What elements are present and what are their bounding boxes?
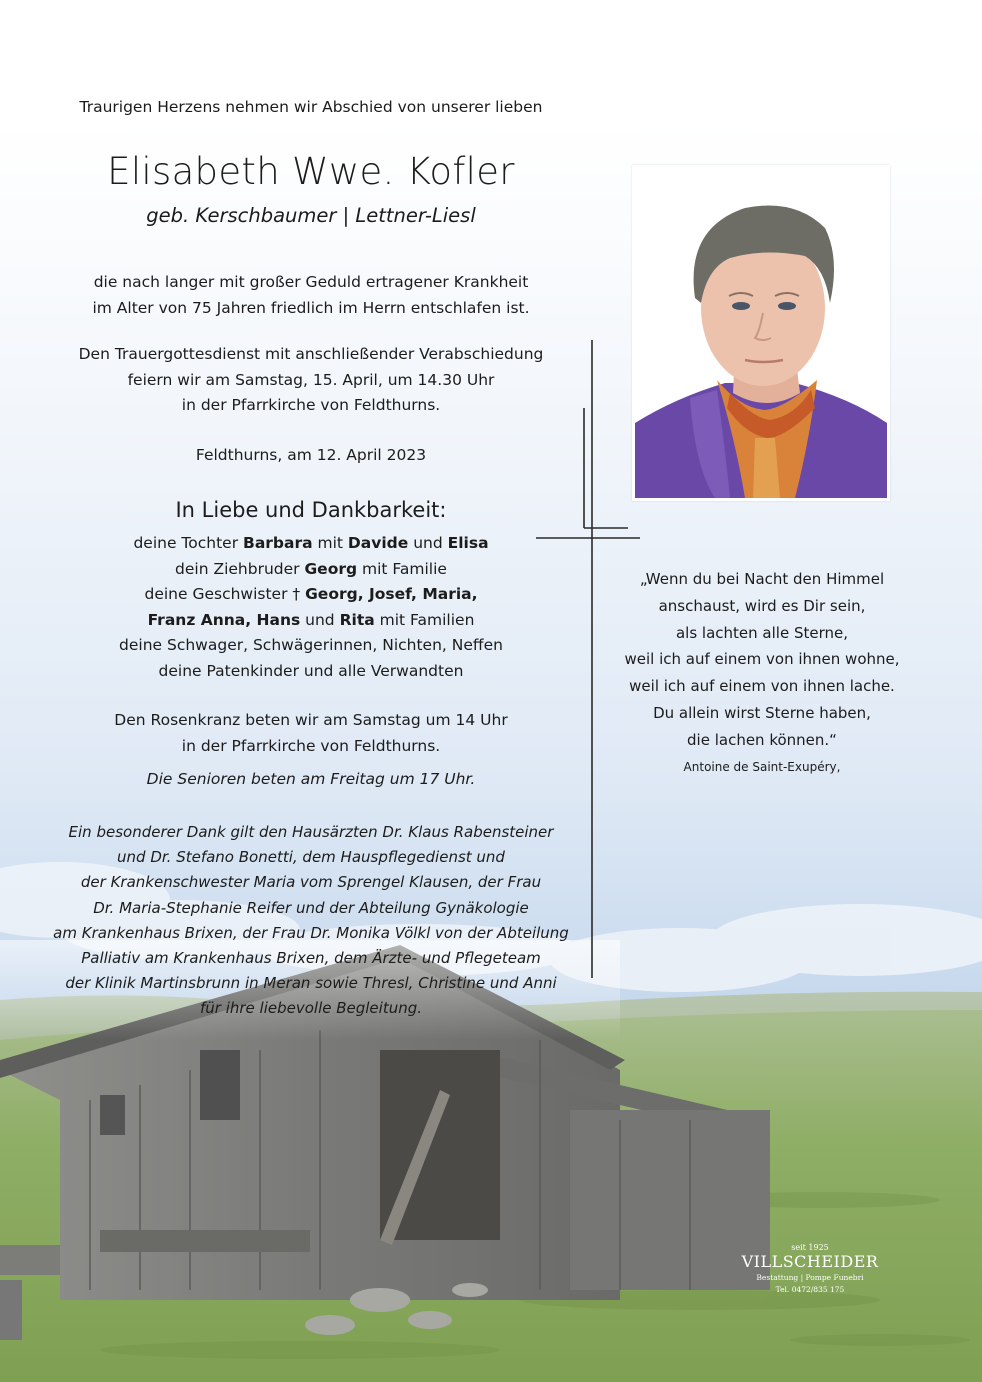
deceased-name: Elisabeth Wwe. Kofler bbox=[107, 150, 515, 193]
logo-brand: VILLSCHEIDER bbox=[741, 1252, 879, 1271]
thanks-line: Palliativ am Krankenhaus Brixen, dem Ärzte- und Pflegeteam bbox=[81, 949, 541, 968]
quote-line: weil ich auf einem von ihnen lache. bbox=[629, 677, 895, 696]
service-line: feiern wir am Samstag, 15. April, um 14.30 Uhr bbox=[127, 370, 495, 389]
logo-phone: Tel. 0472/835 175 bbox=[775, 1285, 845, 1294]
quote-line: als lachten alle Sterne, bbox=[675, 623, 848, 642]
place-date: Feldthurns, am 12. April 2023 bbox=[195, 446, 427, 464]
quote bbox=[612, 566, 912, 754]
logo-subtitle: Bestattung | Pompe Funebri bbox=[756, 1273, 864, 1282]
thanks-line: am Krankenhaus Brixen, der Frau Dr. Monika Völkl von der Abteilung bbox=[53, 923, 569, 942]
family-line: dein Ziehbruder Georg mit Familie bbox=[175, 559, 447, 578]
funeral-service bbox=[0, 342, 622, 419]
family-line: deine Geschwister † Georg, Josef, Maria, bbox=[144, 585, 478, 603]
service-line: Den Trauergottesdienst mit anschließender Verabschiedung bbox=[78, 345, 544, 363]
thanks-heading: In Liebe und Dankbarkeit: bbox=[175, 498, 447, 522]
death-line: die nach langer mit großer Geduld ertragener Krankheit bbox=[93, 273, 529, 291]
thanks-line: der Klinik Martinsbrunn in Meran sowie Thresl, Christine und Anni bbox=[65, 974, 557, 993]
death-line: im Alter von 75 Jahren friedlich im Herrn entschlafen ist. bbox=[92, 298, 530, 317]
rosary-line: Den Rosenkranz beten wir am Samstag um 14 Uhr bbox=[114, 711, 508, 729]
funeral-home-logo bbox=[730, 1243, 890, 1296]
portrait-photo bbox=[635, 168, 887, 498]
seniors-prayer: Die Senioren beten am Freitag um 17 Uhr. bbox=[146, 770, 476, 788]
quote-author: Antoine de Saint-Exupéry, bbox=[683, 760, 841, 774]
maiden-name: geb. Kerschbaumer | Lettner-Liesl bbox=[146, 204, 476, 227]
quote-line: weil ich auf einem von ihnen wohne, bbox=[624, 650, 900, 669]
family-line: deine Tochter Barbara mit Davide und Elisa bbox=[133, 534, 489, 552]
family-line: Franz Anna, Hans und Rita mit Familien bbox=[147, 610, 475, 629]
thanks-text bbox=[0, 820, 622, 1022]
intro-text: Traurigen Herzens nehmen wir Abschied von unserer lieben bbox=[79, 98, 543, 116]
quote-line: Du allein wirst Sterne haben, bbox=[653, 703, 871, 722]
family-list bbox=[0, 531, 622, 684]
quote-line: die lachen können.“ bbox=[687, 730, 837, 749]
service-line: in der Pfarrkirche von Feldthurns. bbox=[181, 396, 441, 414]
thanks-line: Dr. Maria-Stephanie Reifer und der Abteilung Gynäkologie bbox=[93, 898, 529, 917]
rosary-notice bbox=[0, 708, 622, 759]
thanks-line: für ihre liebevolle Begleitung. bbox=[199, 999, 423, 1018]
family-line: deine Patenkinder und alle Verwandten bbox=[158, 661, 464, 680]
thanks-line: und Dr. Stefano Bonetti, dem Hauspflegedienst und bbox=[117, 848, 505, 867]
thanks-line: Ein besonderer Dank gilt den Hausärzten Dr. Klaus Rabensteiner bbox=[68, 823, 554, 841]
thanks-line: der Krankenschwester Maria vom Sprengel Klausen, der Frau bbox=[80, 873, 542, 892]
rosary-line: in der Pfarrkirche von Feldthurns. bbox=[181, 736, 441, 755]
death-notice bbox=[0, 270, 622, 321]
logo-since: seit 1925 bbox=[791, 1243, 829, 1252]
quote-line: anschaust, wird es Dir sein, bbox=[658, 596, 866, 615]
family-line: deine Schwager, Schwägerinnen, Nichten, Neffen bbox=[119, 636, 503, 654]
portrait-frame bbox=[632, 165, 890, 501]
quote-line: „Wenn du bei Nacht den Himmel bbox=[639, 570, 885, 588]
